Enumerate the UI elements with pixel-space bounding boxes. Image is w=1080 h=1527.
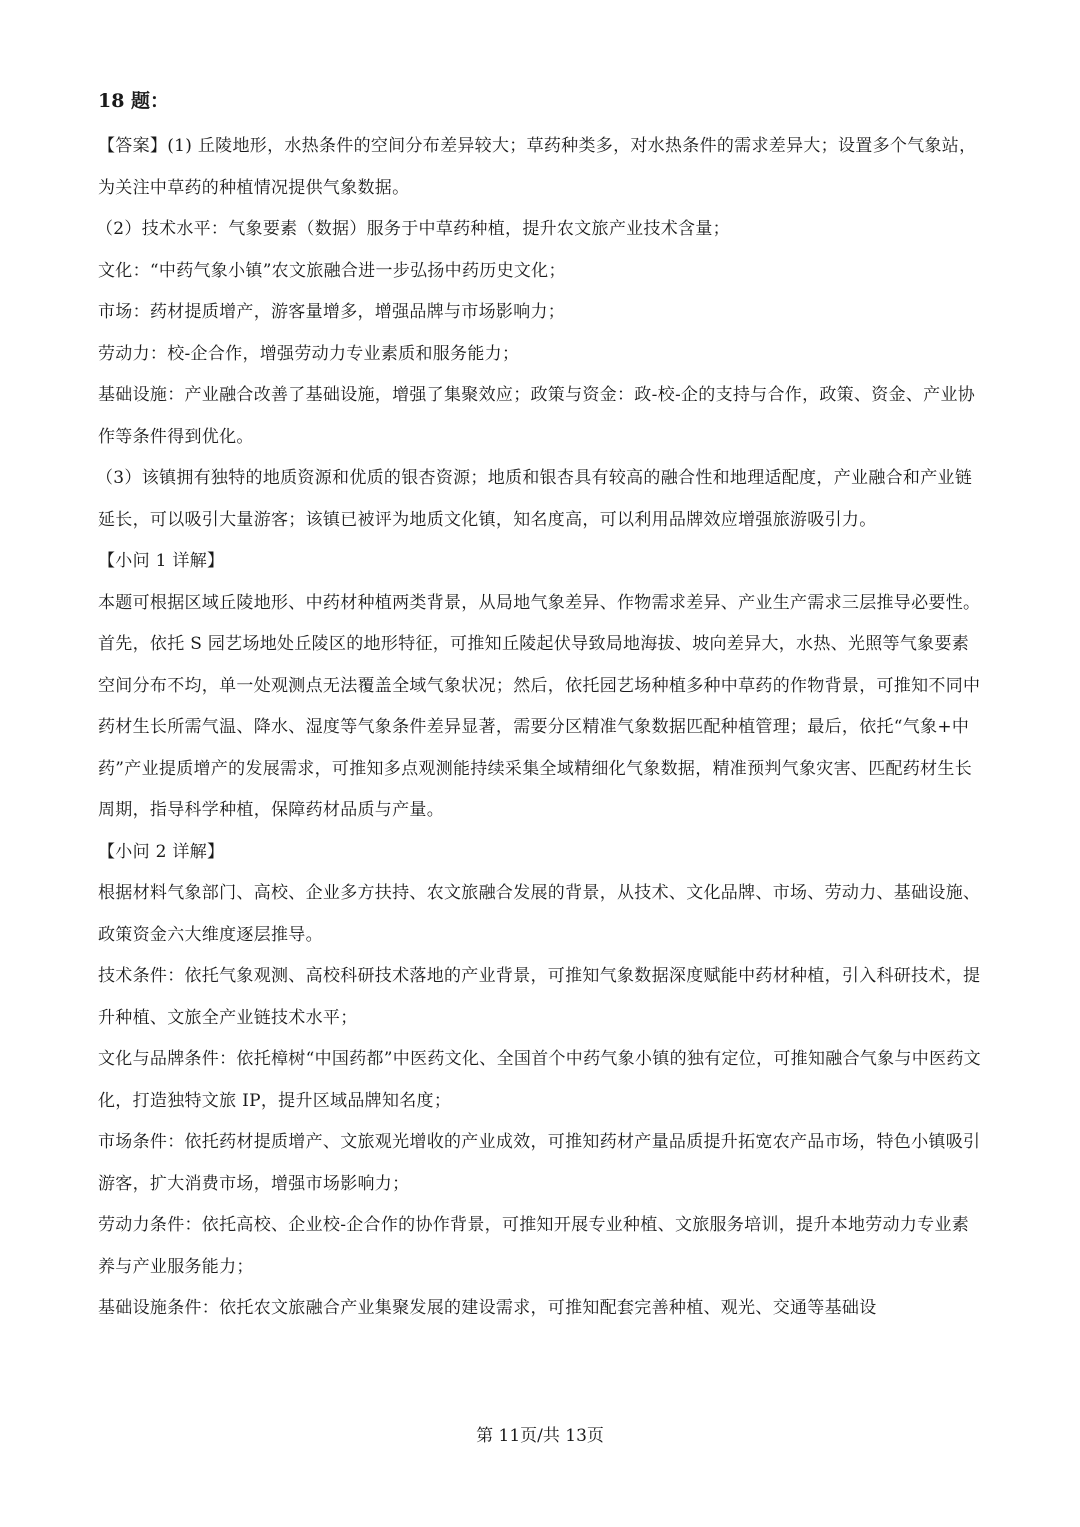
document-body [98,86,986,1330]
question-title: 18 题： [98,90,170,112]
sub-question-2-heading: 【小问 2 详解】 [98,841,225,862]
answer-part-2-market: 市场：药材提质增产，游客量增多，增强品牌与市场影响力； [98,302,566,322]
answer-part-2-infrastructure: 基础设施：产业融合改善了基础设施，增强了集聚效应；政策与资金：政-校-企的支持与合作，政策、资金、产业协作等条件得到优化。 [98,385,976,447]
answer-part-2-technology: （2）技术水平：气象要素（数据）服务于中草药种植，提升农文旅产业技术含量； [96,219,730,239]
answer-part-2-culture: 文化：“中药气象小镇”农文旅融合进一步弘扬中药历史文化； [98,260,566,281]
answer-part-2-labor: 劳动力：校-企合作，增强劳动力专业素质和服务能力； [98,343,520,364]
answer-part-3: （3）该镇拥有独特的地质资源和优质的银杏资源；地质和银杏具有较高的融合性和地理适配度，产业融合和产业链延长，可以吸引大量游客；该镇已被评为地质文化镇，知名度高，可以利用品牌效应增强旅游吸引力。 [96,468,973,530]
sub-question-2-labor: 劳动力条件：依托高校、企业校-企合作的协作背景，可推知开展专业种植、文旅服务培训，提升本地劳动力专业素养与产业服务能力； [98,1215,970,1277]
sub-question-2-technology: 技术条件：依托气象观测、高校科研技术落地的产业背景，可推知气象数据深度赋能中药材种植，引入科研技术，提升种植、文旅全产业链技术水平； [98,966,981,1028]
sub-question-2-market: 市场条件：依托药材提质增产、文旅观光增收的产业成效，可推知药材产量品质提升拓宽农产品市场，特色小镇吸引游客，扩大消费市场，增强市场影响力； [98,1132,981,1194]
sub-question-1-explanation: 本题可根据区域丘陵地形、中药材种植两类背景，从局地气象差异、作物需求差异、产业生产需求三层推导必要性。首先，依托 S 园艺场地处丘陵区的地形特征，可推知丘陵起伏导致局地海拔、坡向差异大，水热、光照等气象要素空间分布不均，单一处观测点无法覆盖全域气象状况；然后，依托园艺场种植多种中草药的作物背景，可推知不同中药材生长所需气温、降水、湿度等气象条件差异显著，需要分区精准气象数据匹配种植管理；最后，依托“气象+中药”产业提质增产的发展需求，可推知多点观测能持续采集全域精细化气象数据，精准预判气象灾害、匹配药材生长周期，指导科学种植，保障药材品质与产量。 [98,592,981,820]
answer-paragraph: 【答案】(1) 丘陵地形，水热条件的空间分布差异较大；草药种类多，对水热条件的需求差异大；设置多个气象站，为关注中草药的种植情况提供气象数据。 [98,136,977,198]
sub-question-2-infrastructure: 基础设施条件：依托农文旅融合产业集聚发展的建设需求，可推知配套完善种植、观光、交通等基础设 [98,1298,877,1318]
sub-question-1-heading: 【小问 1 详解】 [98,551,225,571]
sub-question-2-culture-brand: 文化与品牌条件：依托樟树“中国药都”中医药文化、全国首个中药气象小镇的独有定位，可推知融合气象与中医药文化，打造独特文旅 IP，提升区域品牌知名度； [98,1049,981,1111]
page-number-footer: 第 11页/共 13页 [476,1426,604,1446]
sub-question-2-intro: 根据材料气象部门、高校、企业多方扶持、农文旅融合发展的背景，从技术、文化品牌、市场、劳动力、基础设施、政策资金六大维度逐层推导。 [98,883,981,945]
